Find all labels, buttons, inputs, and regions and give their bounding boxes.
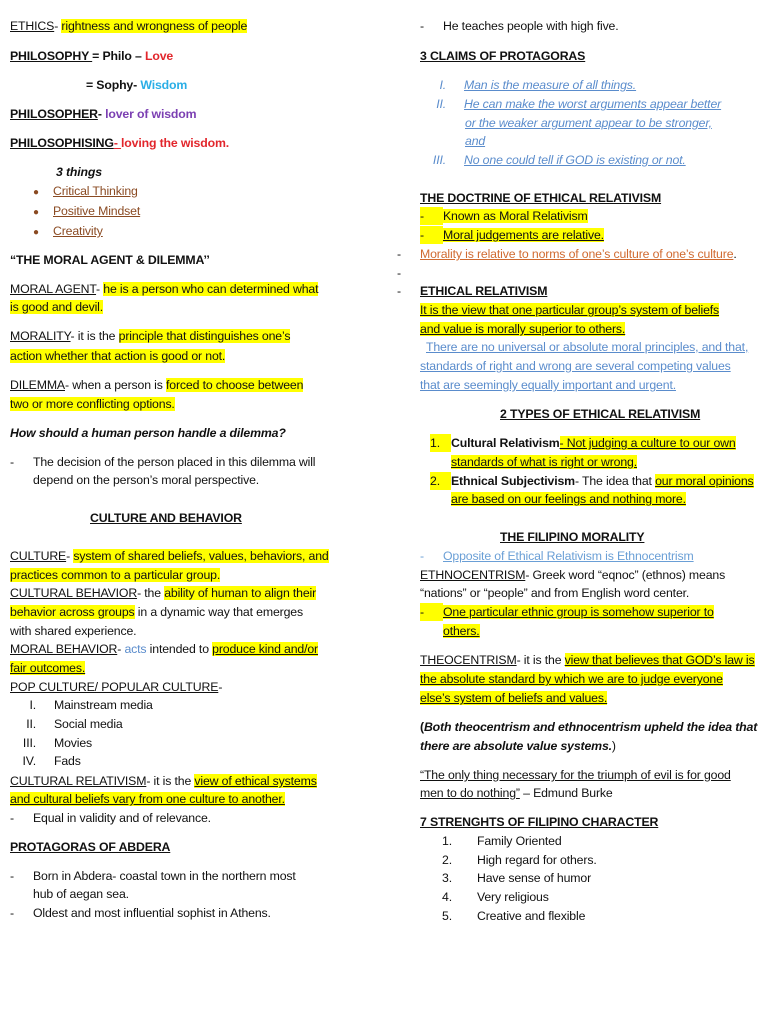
number: 1. <box>430 434 451 452</box>
highlighted-definition: rightness and wrongness of people <box>61 19 248 33</box>
numeral: IV. <box>22 754 36 768</box>
list-item <box>10 734 92 752</box>
cultural-relativism-line <box>10 772 317 790</box>
theocentrism-line <box>420 670 723 688</box>
dash: - <box>420 19 424 33</box>
acts-word: acts <box>124 642 147 656</box>
numeral: III. <box>432 153 446 167</box>
hl: standards of what is right or wrong. <box>451 455 637 469</box>
list-item <box>33 222 103 240</box>
text: Social media <box>54 717 123 731</box>
list-item <box>430 851 597 869</box>
text: The decision of the person placed in this dilemma will <box>33 455 316 469</box>
protagoras-line <box>10 904 271 922</box>
cultural-behavior-line <box>10 603 303 621</box>
philosopher-definition <box>10 105 196 123</box>
philosophy-definition <box>10 47 173 65</box>
list-item <box>33 202 140 220</box>
moral-agent-line <box>10 298 103 316</box>
bullet-icon: ● <box>33 207 39 218</box>
love-word: Love <box>145 49 174 63</box>
term: POP CULTURE/ POPULAR CULTURE <box>10 680 219 694</box>
quote-line: “The only thing necessary for the triumph of evil is for good <box>420 768 731 782</box>
doctrine-heading: THE DOCTRINE OF ETHICAL RELATIVISM <box>420 191 662 205</box>
hl: others. <box>443 624 480 638</box>
morality-relative-line <box>397 245 737 263</box>
term: PHILOSOPHY <box>10 49 93 63</box>
number: 2. <box>442 853 452 867</box>
sep: = Philo – <box>92 49 145 63</box>
hl: view of ethical systems <box>194 774 317 788</box>
sep: - <box>113 136 122 150</box>
dash: - <box>10 455 14 469</box>
dilemma-line <box>10 395 175 413</box>
pop-culture-heading <box>10 678 222 696</box>
ethnocentrism-line <box>420 566 725 584</box>
sep: - <box>66 549 74 563</box>
term: PHILOSOPHER <box>10 107 98 121</box>
protagoras-heading: PROTAGORAS OF ABDERA <box>10 840 171 854</box>
hl: are based on our feelings and nothing more. <box>451 492 686 506</box>
type-item <box>430 472 754 490</box>
term: MORALITY <box>10 329 71 343</box>
numeral: I. <box>29 698 36 712</box>
def: loving the wisdom. <box>121 136 230 150</box>
high-five-line <box>420 17 619 35</box>
hl: action whether that action is good or not. <box>10 349 226 363</box>
text: Movies <box>54 736 93 750</box>
number: 3. <box>442 871 452 885</box>
text: Very religious <box>477 890 549 904</box>
term: PHILOSOPHISING <box>10 136 114 150</box>
hl: fair outcomes. <box>10 661 86 675</box>
numeral: I. <box>439 78 446 92</box>
types-heading: 2 TYPES OF ETHICAL RELATIVISM <box>500 407 701 421</box>
type-item-cont <box>451 453 637 471</box>
hl: ability of human to align their <box>164 586 317 600</box>
protagoras-line: hub of aegan sea. <box>33 887 129 901</box>
term: CULTURAL RELATIVISM <box>10 774 147 788</box>
ethical-relativism-heading <box>397 282 547 300</box>
text: Morality is relative to norms of one’s culture of one’s culture <box>420 247 734 261</box>
cultural-behavior-line: with shared experience. <box>10 624 137 638</box>
text: Family Oriented <box>477 834 562 848</box>
ethnocentrism-line: “nations” or “people” and from English word center. <box>420 586 690 600</box>
ethnocentrism-bullet <box>420 603 714 621</box>
ethics-definition <box>10 17 247 35</box>
text: Opposite of Ethical Relativism is Ethnocentrism <box>443 549 694 563</box>
ethnocentrism-bullet-cont <box>443 622 480 640</box>
term: Ethnical Subjectivism <box>451 474 575 488</box>
theocentrism-line <box>420 689 607 707</box>
text: Creative and flexible <box>477 909 586 923</box>
number: 5. <box>442 909 452 923</box>
moral-behavior-line <box>10 640 318 658</box>
text: He can make the worst arguments appear better <box>464 97 722 111</box>
text: No one could tell if GOD is existing or not. <box>464 153 686 167</box>
dash: - <box>10 811 14 825</box>
dash: - <box>420 549 424 563</box>
hl: he is a person who can determined what <box>103 282 319 296</box>
term: CULTURE <box>10 549 67 563</box>
number: 1. <box>442 834 452 848</box>
bullet-icon: ● <box>33 227 39 238</box>
cultural-behavior-line <box>10 584 316 602</box>
hl: It is the view that one particular group’s system of beliefs <box>420 303 720 317</box>
cultural-relativism-note <box>10 809 211 827</box>
sep: - it is the <box>146 774 195 788</box>
ethical-relativism-line <box>420 301 719 319</box>
paren: ) <box>611 739 616 753</box>
term: ETHICAL RELATIVISM <box>420 284 548 298</box>
hl: Known as Moral Relativism <box>443 209 588 223</box>
text: - The idea that <box>574 474 656 488</box>
text: there are absolute value systems. <box>420 739 612 753</box>
sep: - <box>54 19 62 33</box>
list-item <box>430 888 549 906</box>
hl: and cultural beliefs vary from one culture to another. <box>10 792 285 806</box>
claim-item-cont: and <box>465 134 486 148</box>
ethical-relativism-line <box>420 320 625 338</box>
type-item-cont <box>451 490 686 508</box>
bullet-icon: ● <box>33 187 39 198</box>
hl: system of shared beliefs, values, behaviors, and <box>73 549 329 563</box>
sep: - <box>96 282 104 296</box>
wisdom-word: Wisdom <box>140 78 188 92</box>
sep: = Sophy- <box>86 78 141 92</box>
list-item <box>10 715 123 733</box>
hl: forced to choose between <box>166 378 304 392</box>
doctrine-item <box>420 207 588 225</box>
hl: practices common to a particular group. <box>10 568 221 582</box>
claims-heading: 3 CLAIMS OF PROTAGORAS <box>420 49 586 63</box>
hl: and value is morally superior to others. <box>420 322 626 336</box>
type-item <box>430 434 736 452</box>
both-note <box>420 718 757 736</box>
dash: - <box>10 869 14 883</box>
decision-line: depend on the person’s moral perspective. <box>33 473 260 487</box>
term: ETHICS <box>10 19 55 33</box>
term: ETHNOCENTRISM <box>420 568 526 582</box>
ethical-relativism-line: that are seemingly equally important and urgent. <box>420 378 676 392</box>
hl: else’s system of beliefs and values. <box>420 691 608 705</box>
text: Both theocentrism and ethnocentrism upheld the idea that <box>423 720 758 734</box>
item-text: Creativity <box>53 224 103 238</box>
dash: - <box>420 603 443 621</box>
text: Mainstream media <box>54 698 153 712</box>
numeral: II. <box>436 97 446 111</box>
hl: produce kind and/or <box>212 642 319 656</box>
opposite-line <box>420 547 694 565</box>
text: in a dynamic way that emerges <box>134 605 303 619</box>
dash: - <box>397 247 401 261</box>
period: . <box>733 247 737 261</box>
hl: - Not judging a culture to our own <box>559 436 736 450</box>
three-things-title: 3 things <box>56 165 102 179</box>
hl: the absolute standard by which we are to judge everyone <box>420 672 723 686</box>
ethical-relativism-line: There are no universal or absolute moral principles, and that, <box>426 340 749 354</box>
sep: - it is the <box>70 329 119 343</box>
strengths-heading: 7 STRENGHTS OF FILIPINO CHARACTER <box>420 815 659 829</box>
term: DILEMMA <box>10 378 65 392</box>
term: Cultural Relativism <box>451 436 560 450</box>
protagoras-line <box>10 867 296 885</box>
sep: - the <box>137 586 165 600</box>
hl: behavior across groups <box>10 605 135 619</box>
doctrine-item <box>420 226 604 244</box>
morality-line <box>10 327 290 345</box>
sep: - it is the <box>516 653 565 667</box>
sep: - when a person is <box>64 378 167 392</box>
morality-line <box>10 347 225 365</box>
decision-line <box>10 453 315 471</box>
claim-item <box>420 151 686 169</box>
text: - Greek word “eqnoc” (ethnos) means <box>525 568 726 582</box>
both-note <box>420 737 616 755</box>
hl: is good and devil. <box>10 300 104 314</box>
list-item <box>430 869 591 887</box>
text: Born in Abdera- coastal town in the northern most <box>33 869 296 883</box>
term: THEOCENTRISM <box>420 653 517 667</box>
numeral: II. <box>26 717 36 731</box>
hl: principle that distinguishes one’s <box>118 329 291 343</box>
text: Oldest and most influential sophist in Athens. <box>33 906 271 920</box>
list-item <box>33 182 138 200</box>
moral-agent-heading: “THE MORAL AGENT & DILEMMA’’ <box>10 253 210 267</box>
moral-agent-line <box>10 280 318 298</box>
moral-behavior-line <box>10 659 85 677</box>
hl: Moral judgements are relative. <box>443 228 604 242</box>
theocentrism-line <box>420 651 755 669</box>
term: CULTURAL BEHAVIOR <box>10 586 138 600</box>
text: intended to <box>146 642 213 656</box>
text: Equal in validity and of relevance. <box>33 811 211 825</box>
number: 4. <box>442 890 452 904</box>
text: Fads <box>54 754 81 768</box>
ethical-relativism-line: standards of right and wrong are several competing values <box>420 359 731 373</box>
text: He teaches people with high five. <box>443 19 619 33</box>
filipino-heading: THE FILIPINO MORALITY <box>500 530 645 544</box>
numeral: III. <box>22 736 36 750</box>
item-text: Positive Mindset <box>53 204 141 218</box>
hl: One particular ethnic group is somehow superior to <box>443 605 714 619</box>
dilemma-question: How should a human person handle a dilemma? <box>10 426 286 440</box>
sep: - <box>218 680 223 694</box>
dash: - <box>10 906 14 920</box>
term: MORAL AGENT <box>10 282 97 296</box>
empty-dash: - <box>397 266 401 280</box>
culture-line <box>10 566 220 584</box>
paren: ( <box>420 720 424 734</box>
cultural-relativism-line <box>10 790 285 808</box>
list-item <box>430 907 585 925</box>
sep: - <box>117 642 125 656</box>
culture-heading: CULTURE AND BEHAVIOR <box>90 511 242 525</box>
text: Have sense of humor <box>477 871 592 885</box>
hl: our moral opinions <box>655 474 754 488</box>
claim-item-cont: or the weaker argument appear to be stronger, <box>465 116 712 130</box>
text: High regard for others. <box>477 853 597 867</box>
text: men to do nothing” <box>420 786 520 800</box>
list-item <box>10 696 153 714</box>
sep: - <box>97 107 106 121</box>
quote-line <box>420 784 613 802</box>
culture-line <box>10 547 329 565</box>
philosophising-definition <box>10 134 229 152</box>
claim-item <box>420 76 636 94</box>
text: Man is the measure of all things. <box>464 78 637 92</box>
author: – Edmund Burke <box>519 786 613 800</box>
list-item <box>10 752 81 770</box>
dash: - <box>420 226 443 244</box>
item-text: Critical Thinking <box>53 184 138 198</box>
number: 2. <box>430 472 451 490</box>
hl: view that believes that GOD’s law is <box>564 653 755 667</box>
def: lover of wisdom <box>105 107 197 121</box>
dash: - <box>420 207 443 225</box>
dilemma-line <box>10 376 303 394</box>
dash: - <box>397 284 401 298</box>
hl: two or more conflicting options. <box>10 397 175 411</box>
sophy-definition <box>86 76 187 94</box>
list-item <box>430 832 562 850</box>
claim-item <box>420 95 721 113</box>
term: MORAL BEHAVIOR <box>10 642 118 656</box>
